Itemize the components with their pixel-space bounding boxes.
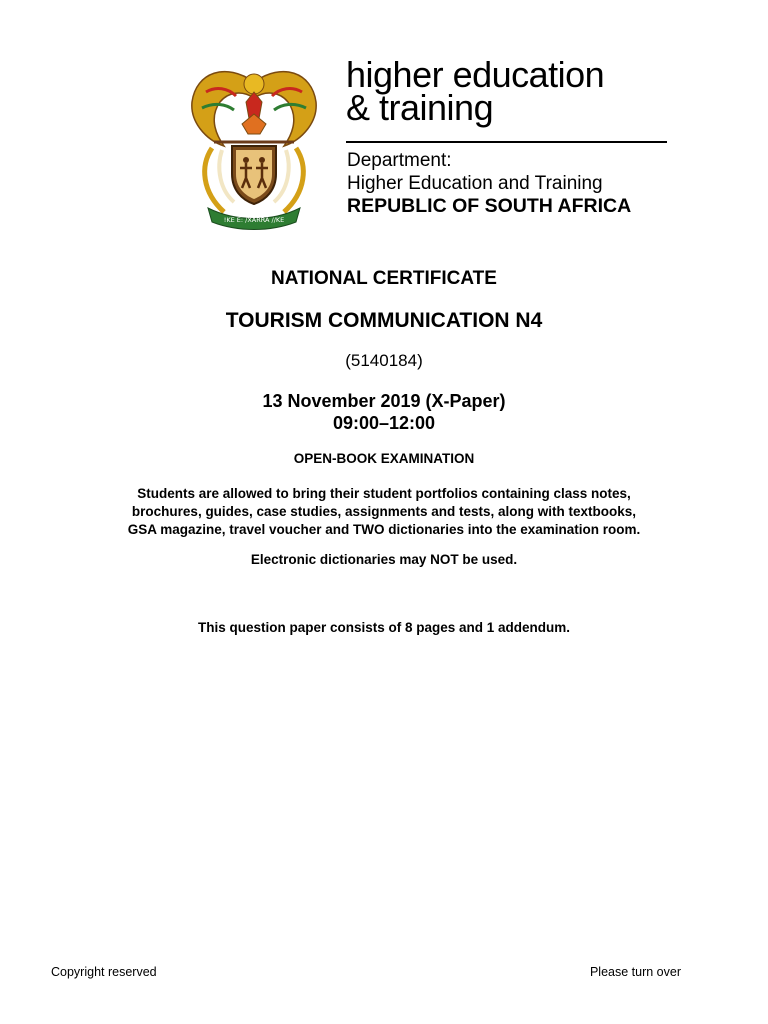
brand-title <box>346 54 676 128</box>
subject-title: TOURISM COMMUNICATION N4 <box>225 309 543 332</box>
brand-line-2: & training <box>346 87 494 128</box>
exam-date: 13 November 2019 (X-Paper) <box>262 391 506 411</box>
exam-instructions <box>0 485 768 539</box>
exam-type: OPEN-BOOK EXAMINATION <box>293 451 475 466</box>
subject-code: (5140184) <box>345 351 423 370</box>
brand-line-1: higher education <box>346 54 605 95</box>
exam-time: 09:00–12:00 <box>332 413 436 433</box>
instruction-line: GSA magazine, travel voucher and TWO dictionaries into the examination room. <box>127 522 641 537</box>
department-name: Higher Education and Training <box>347 173 603 194</box>
coat-of-arms-logo <box>186 62 322 230</box>
turn-over-footer: Please turn over <box>589 965 681 979</box>
instruction-line: Students are allowed to bring their student portfolios containing class notes, <box>137 486 631 501</box>
department-label: Department: <box>347 150 452 171</box>
brand-divider <box>346 141 667 143</box>
certificate-title: NATIONAL CERTIFICATE <box>271 268 497 289</box>
crest-motto: !KE E: /XARRA //KE <box>223 216 285 224</box>
page-count-note: This question paper consists of 8 pages and 1 addendum. <box>197 620 571 635</box>
electronic-dictionary-note: Electronic dictionaries may NOT be used. <box>250 552 518 567</box>
copyright-footer: Copyright reserved <box>51 965 157 979</box>
instruction-line: brochures, guides, case studies, assignments and tests, along with textbooks, <box>131 504 637 519</box>
country-name: REPUBLIC OF SOUTH AFRICA <box>347 195 632 217</box>
